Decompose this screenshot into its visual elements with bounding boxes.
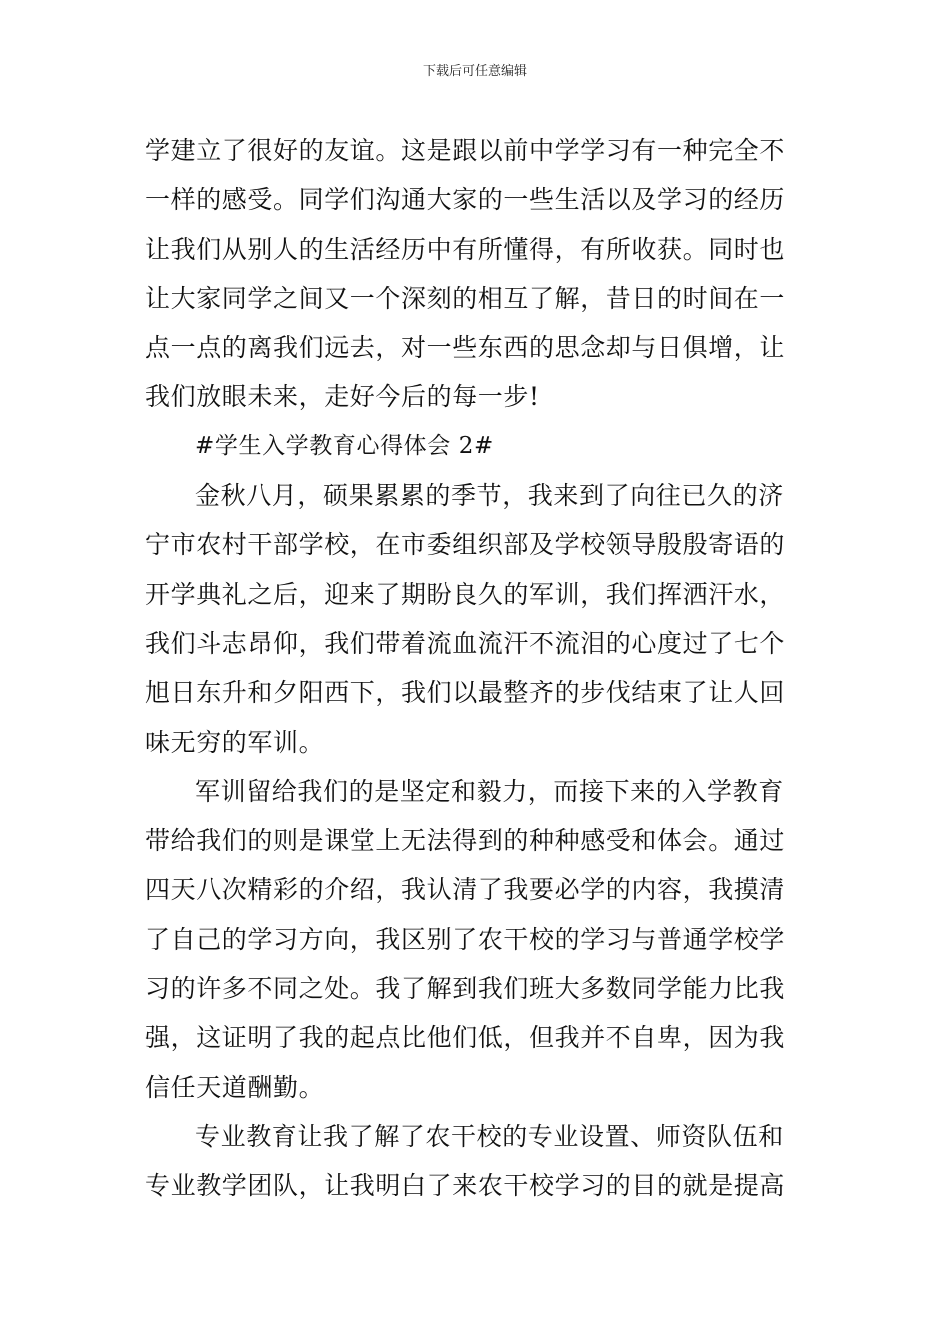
text-line: 我们放眼未来，走好今后的每一步! <box>145 382 540 412</box>
text-line: 让大家同学之间又一个深刻的相互了解，昔日的时间在一 <box>145 283 786 313</box>
text-line: 专业教学团队，让我明白了来农干校学习的目的就是提高 <box>145 1171 786 1201</box>
text-line: 宁市农村干部学校，在市委组织部及学校领导殷殷寄语的 <box>145 530 786 560</box>
text-line: 军训留给我们的是坚定和毅力，而接下来的入学教育 <box>195 776 784 806</box>
text-line: 强，这证明了我的起点比他们低，但我并不自卑，因为我 <box>145 1023 786 1053</box>
text-line: 带给我们的则是课堂上无法得到的种种感受和体会。通过 <box>145 826 786 856</box>
text-line: 点一点的离我们远去，对一些东西的思念却与日俱增，让 <box>145 333 786 363</box>
text-line: 旭日东升和夕阳西下，我们以最整齐的步伐结束了让人回 <box>145 678 786 708</box>
text-line: 习的许多不同之处。我了解到我们班大多数同学能力比我 <box>145 974 786 1004</box>
page-header: 下载后可任意编辑 <box>422 64 527 79</box>
section-heading: #学生入学教育心得体会 2# <box>195 432 494 459</box>
text-line: 让我们从别人的生活经历中有所懂得，有所收获。同时也 <box>145 234 786 264</box>
document-body <box>145 126 815 1211</box>
text-line: 四天八次精彩的介绍，我认清了我要必学的内容，我摸清 <box>145 875 786 905</box>
text-line: 专业教育让我了解了农干校的专业设置、师资队伍和 <box>195 1121 784 1151</box>
text-line: 了自己的学习方向，我区别了农干校的学习与普通学校学 <box>145 924 786 954</box>
text-line: 我们斗志昂仰，我们带着流血流汗不流泪的心度过了七个 <box>145 628 786 658</box>
text-line: 开学典礼之后，迎来了期盼良久的军训，我们挥洒汗水， <box>145 579 786 609</box>
text-line: 味无穷的军训。 <box>145 727 325 757</box>
text-line: 学建立了很好的友谊。这是跟以前中学学习有一种完全不 <box>145 136 786 165</box>
text-line: 信任天道酬勤。 <box>145 1072 325 1102</box>
text-line: 金秋八月，硕果累累的季节，我来到了向往已久的济 <box>195 481 784 511</box>
text-line: 一样的感受。同学们沟通大家的一些生活以及学习的经历 <box>145 185 786 215</box>
